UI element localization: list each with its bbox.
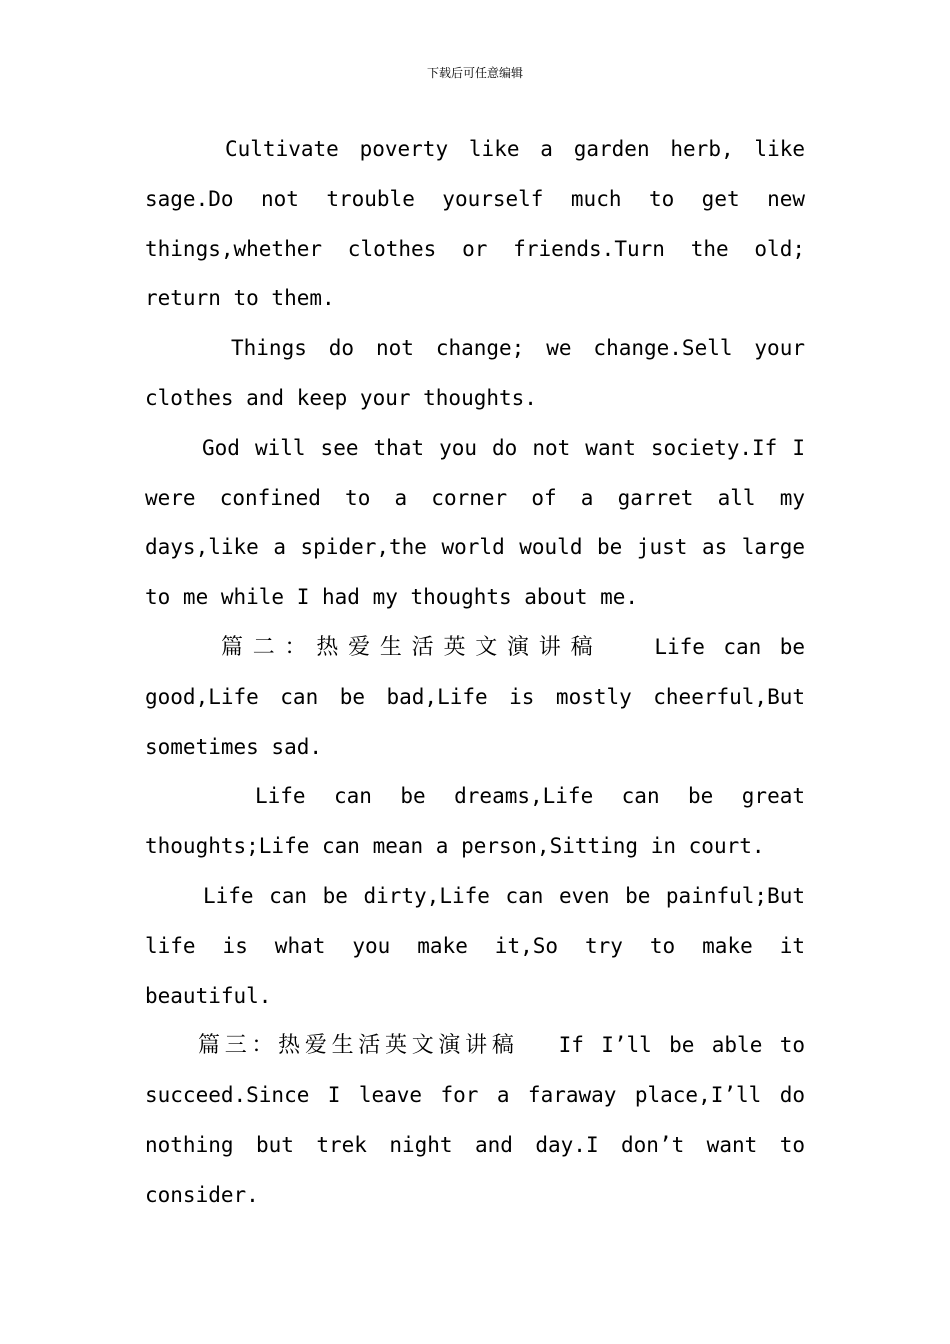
paragraph-3-text: God will see that you do not want society.If I were confined to a corner of a garret all my days,like a spider,the world would be just as large to me while I had my thoughts about me. (145, 435, 805, 610)
section-2-heading: 篇二：热爱生活英文演讲稿 (221, 634, 603, 660)
paragraph-6-text: Life can be dirty,Life can even be painful;But life is what you make it,So try to make it beautiful. (145, 883, 805, 1008)
paragraph-1 (145, 125, 805, 324)
paragraph-4 (145, 623, 805, 772)
paragraph-5-text: Life can be dreams,Life can be great thoughts;Life can mean a person,Sitting in court. (145, 784, 805, 859)
paragraph-3 (145, 424, 805, 623)
paragraph-6 (145, 872, 805, 1021)
paragraph-7 (145, 1021, 805, 1220)
paragraph-5 (145, 772, 805, 872)
paragraph-1-text: Cultivate poverty like a garden herb, like sage.Do not trouble yourself much to get new things,whether clothes or friends.Turn the old; return to them. (145, 137, 805, 311)
page-header: 下载后可任意编辑 (426, 66, 523, 80)
paragraph-2-text: Things do not change; we change.Sell your clothes and keep your thoughts. (145, 336, 805, 410)
paragraph-4-text: Life can be good,Life can be bad,Life is mostly cheerful,But sometimes sad. (145, 634, 805, 759)
section-3-heading: 篇三：热爱生活英文演讲稿 (198, 1033, 519, 1059)
paragraph-2 (145, 324, 805, 424)
document-body (145, 125, 805, 1221)
paragraph-7-text: If I’ll be able to succeed.Since I leave for a faraway place,I’ll do nothing but trek night and day.I don’t want to consider. (145, 1033, 805, 1207)
